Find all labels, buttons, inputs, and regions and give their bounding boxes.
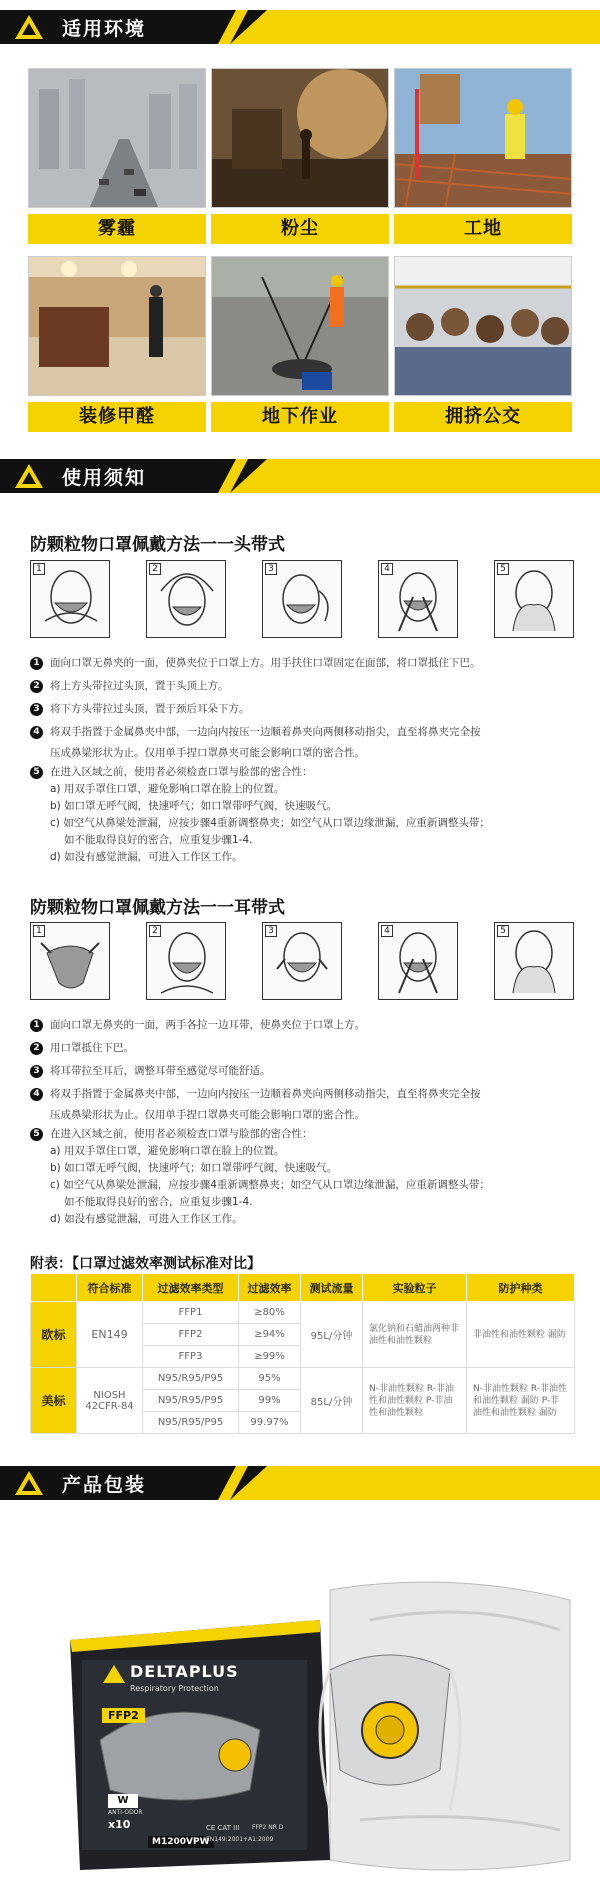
section-title: 使用须知 — [62, 467, 147, 489]
headband-method-title: 防颗粒物口罩佩戴方法一一头带式 — [30, 535, 285, 555]
table-title: 附表：【口罩过滤效率测试标准对比】 — [30, 1256, 261, 1272]
delta-logo-icon — [14, 463, 44, 489]
section-title: 产品包装 — [62, 1474, 147, 1496]
package-subtitle: Respiratory Protection — [130, 1684, 219, 1693]
package-cert: CE CAT III — [206, 1824, 240, 1832]
deltaplus-logo-icon — [102, 1664, 126, 1684]
instruction-step-continued: 压成鼻梁形状为止。仅用单手捏口罩鼻夹可能会影响口罩的密合性。 — [50, 747, 365, 759]
instruction-substep: a) 用双手罩住口罩，避免影响口罩在脸上的位置。 — [50, 783, 285, 795]
env-item-underground — [211, 256, 389, 432]
env-label: 工地 — [394, 214, 572, 244]
instruction-substep: d) 如没有感觉泄漏，可进入工作区工作。 — [50, 1213, 243, 1225]
table-header: 实验粒子 — [363, 1274, 467, 1302]
instruction-step: 4 将双手指置于金属鼻夹中部，一边向内按压一边顺着鼻夹向两侧移动指尖，直至将鼻夹完全按 — [30, 1086, 580, 1103]
env-label: 拥挤公交 — [394, 402, 572, 432]
underground-work-photo — [211, 256, 389, 396]
table-header: 防护种类 — [467, 1274, 575, 1302]
table-header: 过滤效率类型 — [143, 1274, 239, 1302]
earloop-step-5-illustration: 5 — [494, 922, 574, 1000]
renovation-photo — [28, 256, 206, 396]
crowded-bus-photo — [394, 256, 572, 396]
filter-standard-table — [30, 1273, 575, 1434]
instruction-step: 1 面向口罩无鼻夹的一面，使鼻夹位于口罩上方。用手扶住口罩固定在面部，将口罩抵住下巴。 — [30, 655, 580, 672]
earloop-step-2-illustration: 2 — [146, 922, 226, 1000]
instruction-substep: b) 如口罩无呼气阀，快速呼气；如口罩带呼气阀，快速吸气。 — [50, 800, 338, 812]
instruction-step: 4 将双手指置于金属鼻夹中部，一边向内按压一边顺着鼻夹向两侧移动指尖，直至将鼻夹完全按 — [30, 724, 580, 741]
headband-steps — [30, 560, 574, 638]
package-brand: DELTAPLUS — [130, 1662, 239, 1681]
headband-step-1-illustration: 1 — [30, 560, 110, 638]
package-count: x10 — [108, 1818, 131, 1831]
table-header: 符合标准 — [77, 1274, 143, 1302]
table-row: FFP3 ≥99% — [31, 1346, 575, 1368]
env-label: 装修甲醛 — [28, 402, 206, 432]
instruction-substep: 如不能取得良好的密合，应重复步骤1-4. — [64, 1196, 253, 1208]
instruction-substep: 如不能取得良好的密合，应重复步骤1-4. — [64, 834, 253, 846]
headband-step-5-illustration: 5 — [494, 560, 574, 638]
env-item-dust — [211, 68, 389, 244]
instruction-substep: d) 如没有感觉泄漏，可进入工作区工作。 — [50, 851, 243, 863]
table-row: 美标 NIOSH 42CFR-84 N95/R95/P95 95% 85L/分钟 N-非油性颗粒 R-非油性和油性颗粒 P-非油性和油性颗粒 N-非油性颗粒 R-非油性和油性颗粒 漏防 P-非油性和油性颗粒 漏防 — [31, 1368, 575, 1390]
usage-section-header — [0, 459, 600, 493]
env-label: 雾霾 — [28, 214, 206, 244]
env-label: 粉尘 — [211, 214, 389, 244]
env-item-smog — [28, 68, 206, 244]
instruction-step-continued: 压成鼻梁形状为止。仅用单手捏口罩鼻夹可能会影响口罩的密合性。 — [50, 1109, 365, 1121]
instruction-step: 5 在进入区域之前，使用者必须检查口罩与脸部的密合性： — [30, 1126, 580, 1143]
instruction-substep: c) 如空气从鼻梁处泄漏，应按步骤4重新调整鼻夹；如空气从口罩边缘泄漏，应重新调整头带； — [50, 817, 490, 829]
env-item-bus — [394, 256, 572, 432]
construction-site-photo — [394, 68, 572, 208]
instruction-step: 1 面向口罩无鼻夹的一面，两手各拉一边耳带，使鼻夹位于口罩上方。 — [30, 1017, 580, 1034]
earloop-step-3-illustration: 3 — [262, 922, 342, 1000]
earloop-step-4-illustration: 4 — [378, 922, 458, 1000]
headband-step-4-illustration: 4 — [378, 560, 458, 638]
delta-logo-icon — [14, 1470, 44, 1496]
package-w-label: W — [108, 1794, 138, 1808]
env-label: 地下作业 — [211, 402, 389, 432]
table-row: N95/R95/P95 99% — [31, 1390, 575, 1412]
instruction-step: 2 将上方头带拉过头顶，置于头顶上方。 — [30, 678, 580, 695]
instruction-step: 3 将耳带拉至耳后，调整耳带至感觉尽可能舒适。 — [30, 1063, 580, 1080]
instruction-step: 3 将下方头带拉过头顶，置于颈后耳朵下方。 — [30, 701, 580, 718]
instruction-step: 5 在进入区域之前，使用者必须检查口罩与脸部的密合性： — [30, 764, 580, 781]
instruction-substep: c) 如空气从鼻梁处泄漏，应按步骤4重新调整鼻夹；如空气从口罩边缘泄漏，应重新调整头带； — [50, 1179, 490, 1191]
table-row: 欧标 EN149 FFP1 ≥80% 95L/分钟 氯化钠和石蜡油两种非油性和油性颗粒 非油性和油性颗粒 漏防 — [31, 1302, 575, 1324]
package-std: EN149:2001+A1:2009 — [206, 1836, 274, 1843]
smog-city-photo — [28, 68, 206, 208]
instruction-step: 2 用口罩抵住下巴。 — [30, 1040, 580, 1057]
headband-step-2-illustration: 2 — [146, 560, 226, 638]
headband-instructions — [30, 655, 580, 866]
table-row: FFP2 ≥94% — [31, 1324, 575, 1346]
packaging-section-header — [0, 1466, 600, 1500]
earloop-step-1-illustration: 1 — [30, 922, 110, 1000]
headband-step-3-illustration: 3 — [262, 560, 342, 638]
package-grade-badge: FFP2 — [102, 1708, 145, 1723]
environment-section-header — [0, 10, 600, 44]
section-title: 适用环境 — [62, 18, 147, 40]
table-row: N95/R95/P95 99.97% — [31, 1412, 575, 1434]
table-header-corner — [31, 1274, 77, 1302]
package-ffp-badge: FFP2 NR D — [252, 1824, 284, 1831]
env-item-construction — [394, 68, 572, 244]
earloop-method-title: 防颗粒物口罩佩戴方法一一耳带式 — [30, 898, 285, 918]
earloop-steps — [30, 922, 574, 1000]
package-anti-odor: ANTI-ODOR — [108, 1809, 143, 1816]
table-header: 测试流量 — [301, 1274, 363, 1302]
product-package-photo — [30, 1560, 575, 1880]
delta-logo-icon — [14, 14, 44, 40]
env-item-renovation — [28, 256, 206, 432]
instruction-substep: a) 用双手罩住口罩，避免影响口罩在脸上的位置。 — [50, 1145, 285, 1157]
earloop-instructions — [30, 1017, 580, 1228]
instruction-substep: b) 如口罩无呼气阀，快速呼气；如口罩带呼气阀，快速吸气。 — [50, 1162, 338, 1174]
dust-factory-photo — [211, 68, 389, 208]
package-model: M1200VPW — [148, 1836, 214, 1848]
table-header: 过滤效率 — [239, 1274, 301, 1302]
